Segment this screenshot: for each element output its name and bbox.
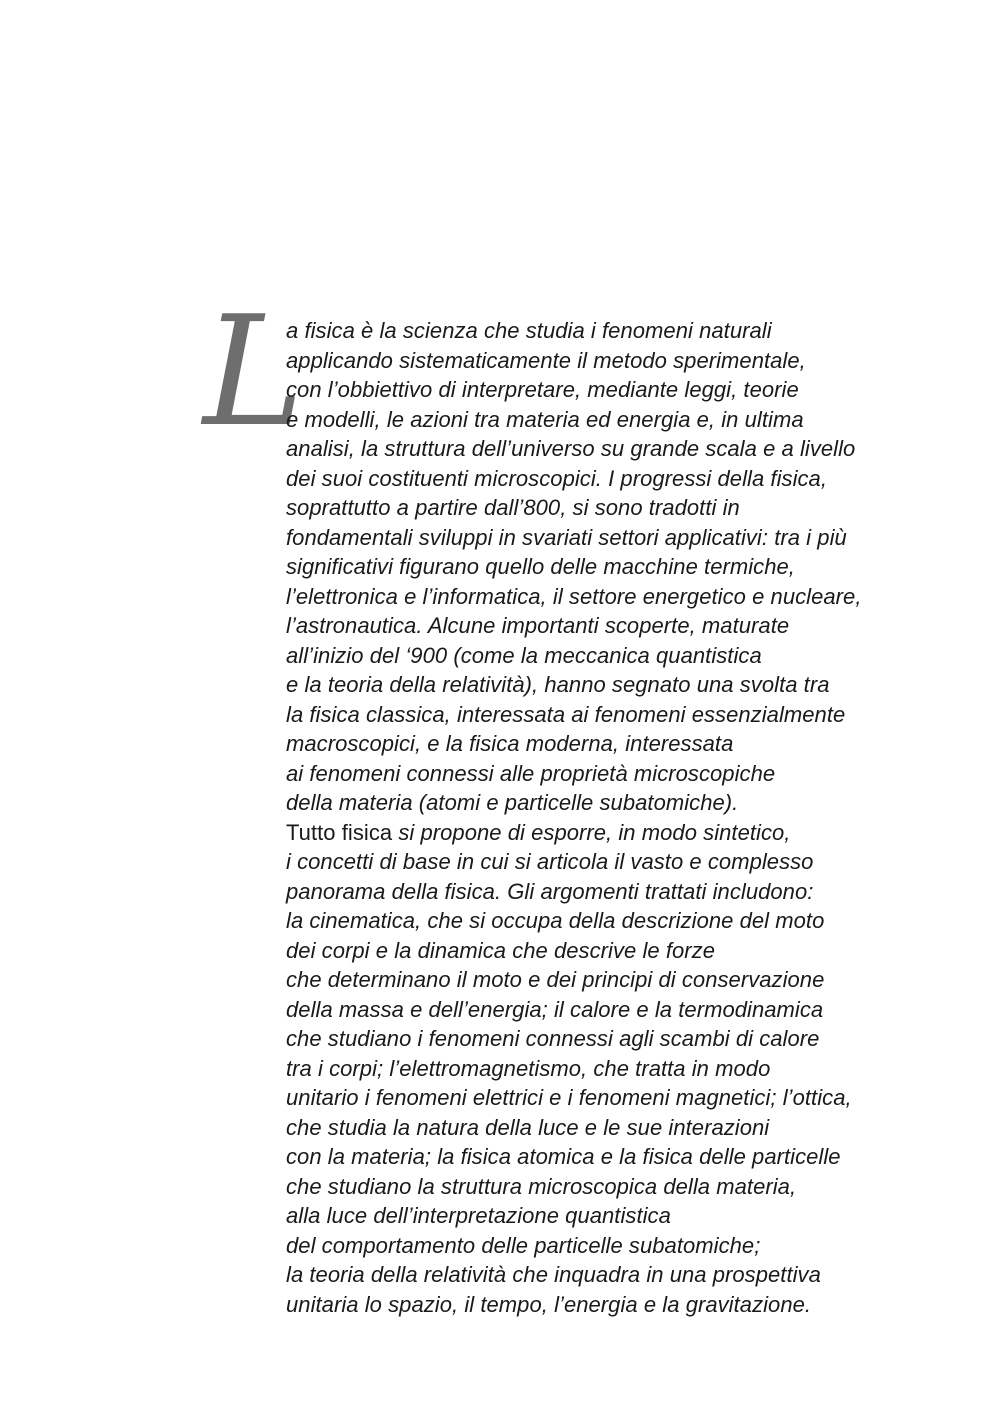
text-line: a fisica è la scienza che studia i fenomeni naturali — [286, 318, 772, 343]
text-line: significativi figurano quello delle macchine termiche, — [286, 554, 795, 579]
text-line: con la materia; la fisica atomica e la fisica delle particelle — [286, 1144, 841, 1169]
title-line-rest: si propone di esporre, in modo sintetico, — [392, 819, 791, 845]
text-line: della materia (atomi e particelle subatomiche). — [286, 790, 739, 815]
book-title: Tutto fisica — [286, 819, 393, 845]
text-line: della massa e dell’energia; il calore e la termodinamica — [286, 996, 824, 1022]
text-line: e modelli, le azioni tra materia ed energia e, in ultima — [286, 406, 804, 432]
text-line: che studiano la struttura microscopica della materia, — [286, 1173, 797, 1199]
text-line: fondamentali sviluppi in svariati settori applicativi: tra i più — [286, 524, 847, 550]
text-line: dei suoi costituenti microscopici. I progressi della fisica, — [286, 465, 828, 491]
text-line: tra i corpi; l’elettromagnetismo, che tratta in modo — [286, 1055, 771, 1081]
text-line: che studiano i fenomeni connessi agli scambi di calore — [286, 1026, 820, 1051]
text-line: macroscopici, e la fisica moderna, interessata — [286, 731, 734, 756]
text-line: alla luce dell’interpretazione quantistica — [286, 1203, 671, 1228]
text-line: panorama della fisica. Gli argomenti trattati includono: — [286, 878, 814, 904]
text-line: che determinano il moto e dei principi di conservazione — [286, 967, 825, 992]
title-line — [286, 818, 966, 848]
text-line: del comportamento delle particelle subatomiche; — [286, 1232, 761, 1258]
text-line: unitario i fenomeni elettrici e i fenomeni magnetici; l’ottica, — [286, 1085, 852, 1110]
text-line: unitaria lo spazio, il tempo, l’energia e la gravitazione. — [286, 1291, 812, 1317]
text-line: all’inizio del ‘900 (come la meccanica quantistica — [286, 642, 762, 668]
text-line: la cinematica, che si occupa della descrizione del moto — [286, 908, 825, 933]
text-line: la teoria della relatività che inquadra in una prospettiva — [286, 1262, 821, 1287]
body-text — [286, 316, 966, 1319]
text-line: i concetti di base in cui si articola il vasto e complesso — [286, 849, 814, 874]
text-line: che studia la natura della luce e le sue interazioni — [286, 1114, 770, 1140]
text-line: applicando sistematicamente il metodo sperimentale, — [286, 347, 806, 373]
text-line: analisi, la struttura dell’universo su grande scala e a livello — [286, 436, 856, 461]
text-line: l’elettronica e l’informatica, il settore energetico e nucleare, — [286, 583, 862, 609]
text-line: l’astronautica. Alcune importanti scoperte, maturate — [286, 613, 790, 638]
text-line: ai fenomeni connessi alle proprietà microscopiche — [286, 760, 776, 786]
text-line: dei corpi e la dinamica che descrive le forze — [286, 937, 716, 963]
drop-cap: L — [203, 283, 304, 460]
text-line: con l’obbiettivo di interpretare, mediante leggi, teorie — [286, 377, 799, 402]
text-line: la fisica classica, interessata ai fenomeni essenzialmente — [286, 701, 846, 727]
text-line: e la teoria della relatività), hanno segnato una svolta tra — [286, 672, 830, 697]
text-line: soprattutto a partire dall’800, si sono tradotti in — [286, 495, 740, 520]
